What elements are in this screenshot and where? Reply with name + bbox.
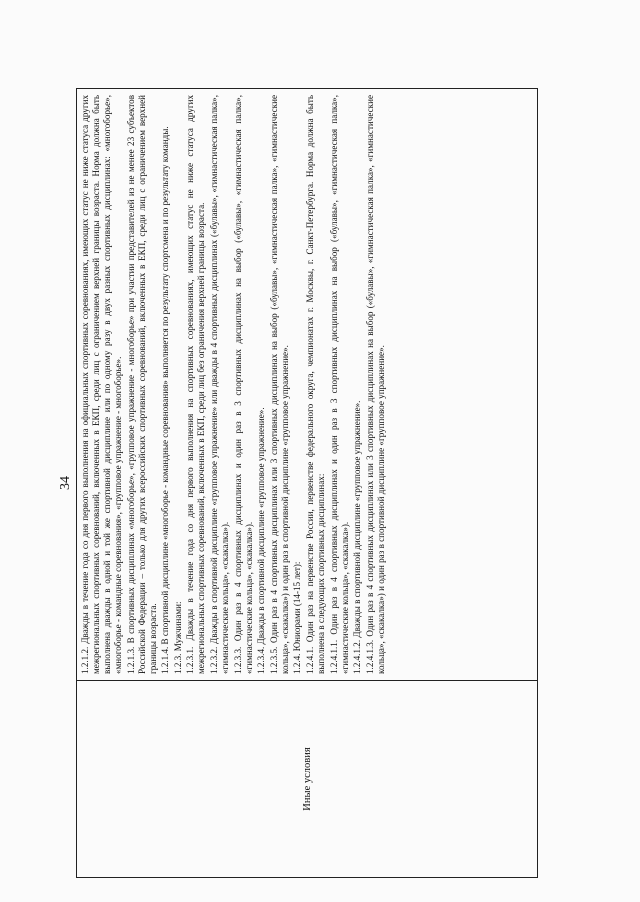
row-label: Иные условия [301, 747, 313, 811]
paragraph: 1.2.1.2. Дважды в течение года со дня первого выполнения на официальных спортивных соревнованиях, имеющих статус не ниже статуса других межрегиональных спортивных соревнований, включенных в ЕКП, среди лиц с ограничением верхней границы возраста. Норма должна быть выполнена дважды в одной и той же спортивной дисциплине или по одному разу в двух разных спортивных дисциплинах: «многоборье», «многоборье - командные соревнования», «групповое упражнение - многоборье». [80, 95, 123, 674]
paragraph: 1.2.3.4. Дважды в спортивной дисциплине «групповое упражнение». [256, 407, 267, 674]
paragraph: 1.2.1.4. В спортивной дисциплине «многоборье - командные соревнования» выполняется по результату спортсмена и по результату команды. [160, 126, 171, 674]
paragraph: 1.2.1.3. В спортивных дисциплинах «многоборье», «групповое упражнение - многоборье» при участии представителей из не менее 23 субъектов Российской Федерации – только для других всероссийских спортивных соревнований, включенных в ЕКП, среди лиц с ограничением верхней границы возраста. [125, 95, 158, 674]
paragraph: 1.2.3.5. Один раз в 4 спортивных дисциплинах или 3 спортивных дисциплинах на выбор («булавы», «гимнастическая палка», «гимнастические кольца», «скакалка») и один раз в спортивной дисциплине «групповое упражнение». [268, 95, 290, 674]
rotated-landscape-content [58, 88, 558, 878]
paragraph: 1.2.4. Юниорами (14-15 лет): [292, 561, 303, 674]
paragraph: 1.2.4.1.2. Дважды в спортивной дисциплине «групповое упражнение». [352, 400, 363, 674]
row-content-cell [77, 89, 537, 680]
paragraph: 1.2.4.1. Один раз на первенстве России, первенстве федерального округа, чемпионатах г. Москвы, г. Санкт-Петербурга. Норма должна быть выполнена в следующих спортивных дисциплинах: [304, 95, 326, 674]
table-row [76, 88, 538, 878]
paragraph: 1.2.4.1.1. Один раз в 4 спортивных дисциплинах и один раз в 3 спортивных дисциплинах на выбор («булавы», «гимнастическая палка», «гимнастические кольца», «скакалка»). [328, 95, 350, 674]
row-label-cell [77, 680, 537, 877]
paragraph: 1.2.3.2. Дважды в спортивной дисциплине «групповое упражнение» или дважды в 4 спортивных дисциплинах («булавы», «гимнастическая палка», «гимнастические кольца», «скакалка»). [208, 95, 230, 674]
page-number: 34 [58, 476, 73, 490]
paragraph: 1.2.4.1.3. Один раз в 4 спортивных дисциплинах или 3 спортивных дисциплинах на выбор («булавы», «гимнастическая палка», «гимнастические кольца», «скакалка») и один раз в спортивной дисциплине «групповое упражнение». [364, 95, 386, 674]
paragraph: 1.2.3.3. Один раз в 4 спортивных дисциплинах и один раз в 3 спортивных дисциплинах на выбор («булавы», «гимнастическая палка», «гимнастические кольца», «скакалка»). [232, 95, 254, 674]
paragraph: 1.2.3.1. Дважды в течение года со дня первого выполнения на спортивных соревнованиях, имеющих статус не ниже статуса других межрегиональных спортивных соревнований, включенных в ЕКП, среди лиц без ограничения верхней границы возраста. [185, 95, 207, 674]
paragraph: 1.2.3. Мужчинами: [172, 601, 183, 674]
